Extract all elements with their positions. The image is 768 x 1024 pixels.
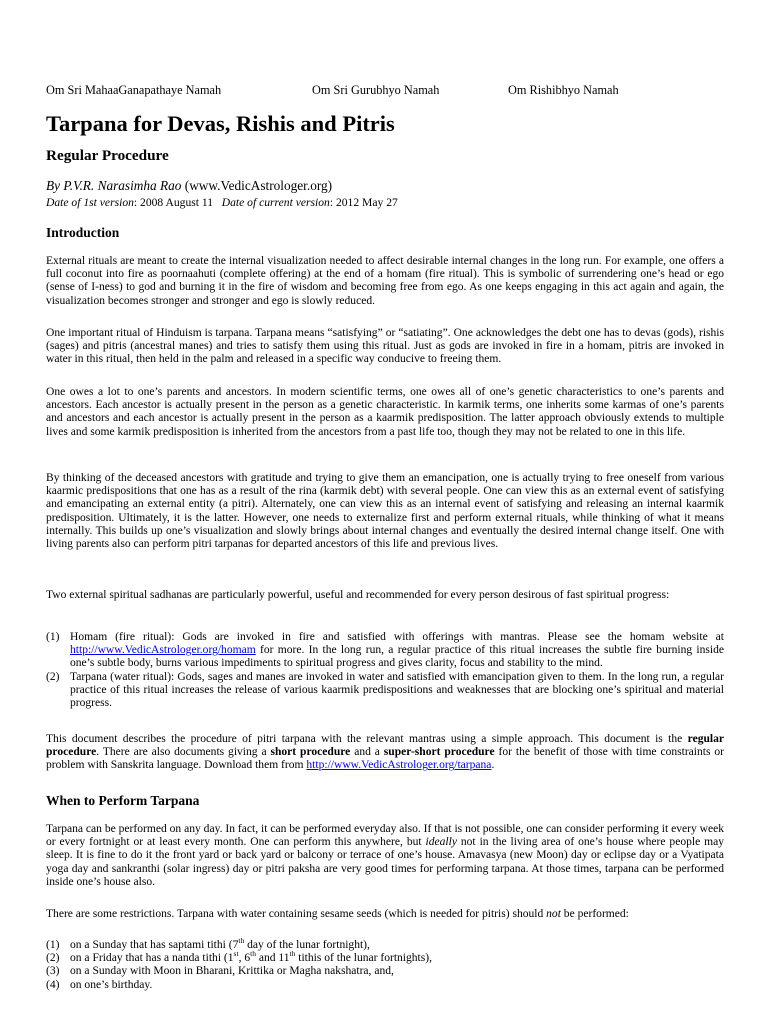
p6-text-2: . There are also documents giving a xyxy=(96,746,271,759)
list-item-number: (1) xyxy=(46,939,60,951)
ordinal-suffix: st xyxy=(233,949,239,959)
restriction-text-c: and 11 xyxy=(255,952,290,965)
when-p1-text-b: not in the living area of one’s house where people may sleep. It is fine to do it the front yard or back yard or balcony or terrace of one’s house. Amavasya (new Moon) day or eclipse day or a Vyatipata yoga day and sankranthi (solar ingress) day or pitri paksha are very good times for performing tarpana. At those times, tarpana can be performed inside one’s house also. xyxy=(46,836,725,888)
list-item xyxy=(46,631,724,671)
restriction-text: on one’s birthday. xyxy=(70,978,153,991)
restriction-text: on a Sunday with Moon in Bharani, Krittika or Magha nakshatra, and, xyxy=(70,965,394,978)
restriction-list xyxy=(46,936,724,992)
first-version-value: : 2008 August 11 xyxy=(133,196,214,209)
ordinal-suffix: th xyxy=(289,949,296,959)
intro-paragraph-2: One important ritual of Hinduism is tarpana. Tarpana means “satisfying” or “satiating”. One acknowledges the debt one has to devas (gods), rishis (sages) and pitris (ancestral manes) and tries to satisfy them using this ritual. Just as gods are invoked in fire in a homam, pitris are invoked in water in this ritual, then held in the palm and released in a specific way conducive to freeing them. xyxy=(46,327,724,366)
current-version-label: Date of current version xyxy=(221,196,330,209)
intro-paragraph-6 xyxy=(46,733,724,773)
when-p2-text-a: There are some restrictions. Tarpana with water containing sesame seeds (which is needed for pitris) should xyxy=(46,908,547,920)
list-item xyxy=(46,936,724,952)
list-item-number: (2) xyxy=(46,670,60,683)
p6-text-3: and a xyxy=(350,746,384,759)
invocation-rishi: Om Rishibhyo Namah xyxy=(508,83,619,97)
list-item-number: (4) xyxy=(46,978,60,991)
version-dates xyxy=(46,195,398,210)
intro-paragraph-5: Two external spiritual sadhanas are particularly powerful, useful and recommended for every person desirous of fast spiritual progress: xyxy=(46,589,670,601)
list-item xyxy=(46,979,724,992)
current-version-value: : 2012 May 27 xyxy=(329,196,398,209)
invocation-line xyxy=(46,82,724,98)
when-paragraph-2 xyxy=(46,908,724,921)
when-paragraph-1 xyxy=(46,823,724,889)
when-p2-text-b: be performed: xyxy=(560,908,629,920)
invocation-ganapathi: Om Sri MahaaGanapathaye Namah xyxy=(46,83,222,97)
list-item-text: Tarpana (water ritual): Gods, sages and manes are invoked in water and satisfied with emancipation given to them. In the long run, a regular practice of this ritual increases the release of various kaarmik predispositions and weaknesses that are blocking one’s spiritual and material progress. xyxy=(70,670,724,710)
author-byline xyxy=(46,177,332,194)
list-item xyxy=(46,671,724,711)
restriction-text-a: on a Friday that has a nanda tithi (1 xyxy=(70,952,234,965)
p6-text-1: This document describes the procedure of pitri tarpana with the relevant mantras using a simple approach. This document is the xyxy=(46,733,688,745)
introduction-heading: Introduction xyxy=(46,225,120,240)
restriction-text-d: tithis of the lunar fortnights), xyxy=(295,952,432,965)
list-item-text-cont: for more. In the long run, a regular practice of this ritual increases the subtle fire burning inside one’s subtle body, burns various impediments to spiritual progress and gives clarity, focus and stability to the mind. xyxy=(70,644,724,670)
list-item-number: (3) xyxy=(46,965,60,978)
restriction-text-b: , 6 xyxy=(238,952,251,965)
short-procedure-label: short procedure xyxy=(270,746,351,759)
super-short-procedure-label: super-short procedure xyxy=(383,746,495,759)
document-subtitle: Regular Procedure xyxy=(46,147,169,164)
ordinal-suffix: th xyxy=(238,936,245,946)
first-version-label: Date of 1st version xyxy=(46,196,134,209)
ordinal-suffix: th xyxy=(250,949,256,959)
list-item-number: (1) xyxy=(46,631,60,643)
when-heading: When to Perform Tarpana xyxy=(46,793,200,808)
list-item-text: Homam (fire ritual): Gods are invoked in fire and satisfied with offerings with mantras. Please see the homam website at xyxy=(70,631,724,643)
invocation-guru: Om Sri Gurubhyo Namah xyxy=(312,83,440,97)
p6-text-5: . xyxy=(491,759,495,772)
list-item xyxy=(46,949,724,965)
homam-link[interactable]: http://www.VedicAstrologer.org/homam xyxy=(70,644,256,657)
restriction-text-a: on a Sunday that has saptami tithi (7 xyxy=(70,939,239,951)
list-item-number: (2) xyxy=(46,952,60,965)
when-p1-text-a: Tarpana can be performed on any day. In fact, it can be performed everyday also. If that is not possible, one can consider performing it every week or every fortnight or at least every month. One can perform this anywhere, but xyxy=(46,823,724,849)
intro-paragraph-4: By thinking of the deceased ancestors with gratitude and trying to give them an emancipation, one is actually trying to free oneself from various kaarmic predispositions that one has as a result of the rina (karmik debt) with several people. One can view this as an external event of satisfying and emancipating an external entity (a pitri). Alternately, one can view this as an internal event of satisfying and releasing an internal kaarmik predisposition. Ultimately, it is the latter. However, one needs to externalize first and perform external rituals, while thinking of what it means internally. This builds up one’s visualization and slowly brings about internal changes and eventually the desired internal change itself. One with living parents also can perform pitri tarpanas for departed ancestors of this life and previous lives. xyxy=(46,472,724,551)
regular-procedure-label: regular procedure xyxy=(46,733,724,759)
sadhana-list xyxy=(46,631,724,710)
p6-text-4: for the benefit of those with time constraints or problem with Sanskrita language. Download them from xyxy=(46,746,724,772)
when-p2-emphasis: not xyxy=(546,908,561,920)
author-site: (www.VedicAstrologer.org) xyxy=(181,178,333,193)
intro-paragraph-1: External rituals are meant to create the internal visualization needed to affect desirable internal changes in the long run. For example, one offers a full coconut into fire as poornaahuti (complete offering) at the end of a homam (fire ritual). This is symbolic of surrendering one’s head or ego (sense of I-ness) to god and burning it in the fire of wisdom and becoming free from ego. As one keeps engaging in this act again and again, the visualization becomes stronger and stronger and ego is slowly reduced. xyxy=(46,255,724,307)
when-p1-emphasis: ideally xyxy=(425,836,457,849)
author-name: By P.V.R. Narasimha Rao xyxy=(46,178,182,193)
restriction-text-b: day of the lunar fortnight), xyxy=(244,939,370,951)
intro-paragraph-3: One owes a lot to one’s parents and ancestors. In modern scientific terms, one owes all of one’s genetic characteristics to one’s parents and ancestors. Each ancestor is actually present in the person as a genetic characteristic. In karmik terms, one inherits some karmas of one’s parents and ancestors and each ancestor is actually present in the person as a kaarmik predisposition. The latter approach obviously extends to multiple lives and some karmik predisposition is inherited from the ancestors from a past life too, though they may not be related to one in this life. xyxy=(46,386,724,438)
list-item xyxy=(46,965,724,978)
document-title: Tarpana for Devas, Rishis and Pitris xyxy=(46,111,395,136)
tarpana-link[interactable]: http://www.VedicAstrologer.org/tarpana xyxy=(306,759,492,772)
